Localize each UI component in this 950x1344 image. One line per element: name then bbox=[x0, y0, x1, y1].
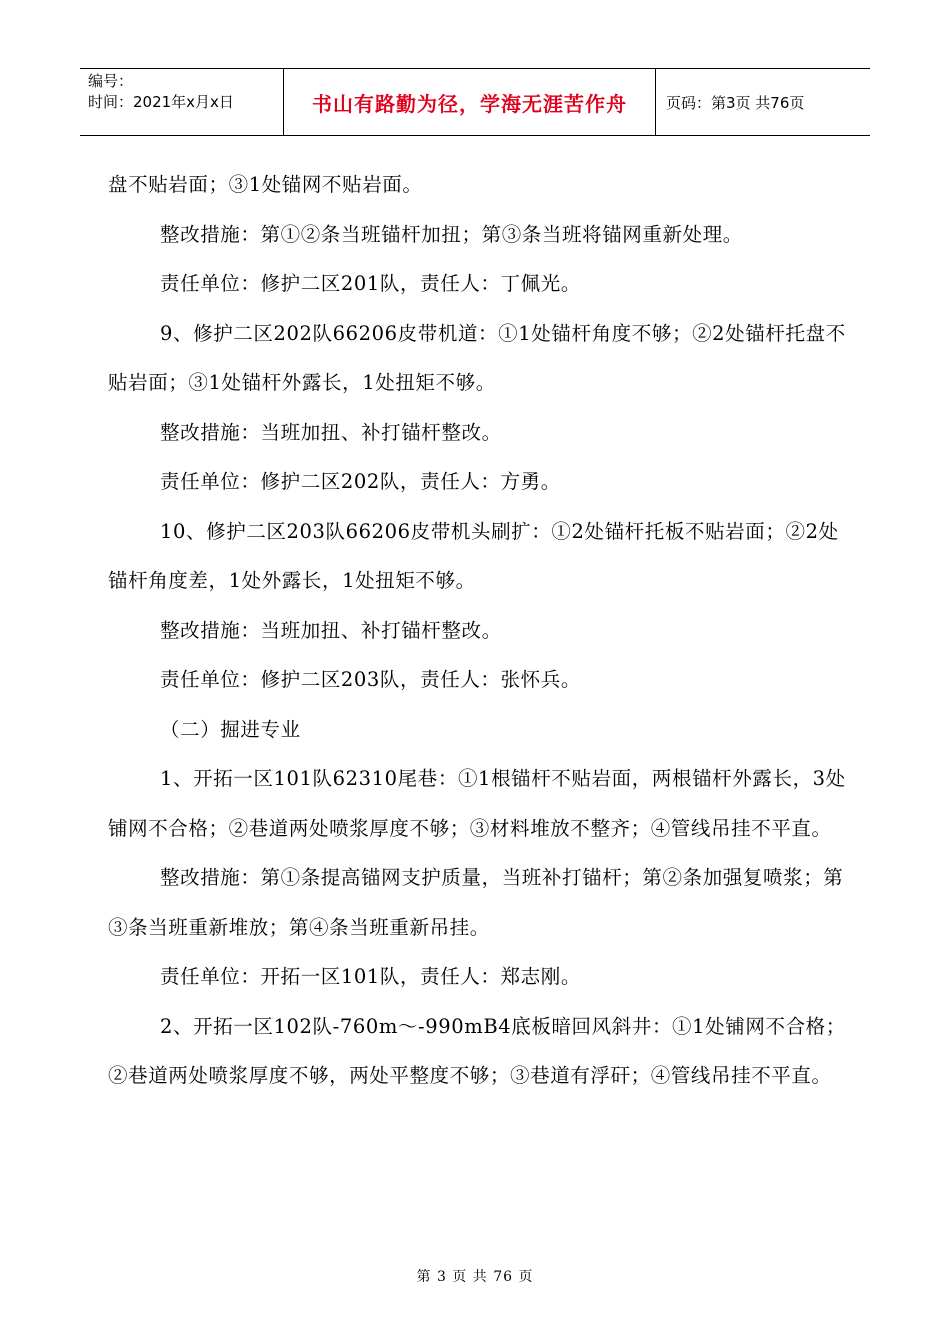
paragraph: 责任单位：修护二区202队，责任人：方勇。 bbox=[160, 470, 561, 493]
motto: 书山有路勤为径，学海无涯苦作舟 bbox=[283, 69, 656, 135]
paragraph: 整改措施：第①②条当班锚杆加扭；第③条当班将锚网重新处理。 bbox=[160, 222, 743, 246]
paragraph: 整改措施：当班加扭、补打锚杆整改。 bbox=[160, 420, 502, 444]
page-header bbox=[80, 68, 870, 136]
paragraph: 9、修护二区202队66206皮带机道：①1处锚杆角度不够；②2处锚杆托盘不贴岩面；③1处锚杆外露长，1处扭矩不够。 bbox=[108, 321, 846, 394]
paragraph: 责任单位：开拓一区101队，责任人：郑志刚。 bbox=[160, 965, 581, 988]
paragraph: （二）掘进专业 bbox=[160, 717, 301, 741]
paragraph: 10、修护二区203队66206皮带机头刷扩：①2处锚杆托板不贴岩面；②2处锚杆角度差，1处外露长，1处扭矩不够。 bbox=[108, 519, 839, 592]
page-footer: 第 3 页 共 76 页 bbox=[416, 1269, 534, 1285]
page-info: 页码：第3页 共76页 bbox=[666, 93, 805, 112]
paragraph: 整改措施：第①条提高锚网支护质量，当班补打锚杆；第②条加强复喷浆；第③条当班重新堆放；第④条当班重新吊挂。 bbox=[108, 866, 844, 939]
paragraph: 责任单位：修护二区203队，责任人：张怀兵。 bbox=[160, 668, 581, 691]
paragraph: 责任单位：修护二区201队，责任人：丁佩光。 bbox=[160, 272, 581, 295]
header-left-cell bbox=[80, 69, 283, 135]
document-body bbox=[108, 160, 848, 1101]
time-label: 时间：2021年x月x日 bbox=[88, 93, 234, 111]
paragraph: 盘不贴岩面；③1处锚网不贴岩面。 bbox=[108, 173, 423, 196]
paragraph: 2、开拓一区102队-760m～-990mB4底板暗回风斜井：①1处铺网不合格；②巷道两处喷浆厚度不够，两处平整度不够；③巷道有浮矸；④管线吊挂不平直。 bbox=[108, 1014, 846, 1087]
paragraph: 整改措施：当班加扭、补打锚杆整改。 bbox=[160, 618, 502, 642]
number-label: 编号： bbox=[88, 72, 134, 90]
paragraph: 1、开拓一区101队62310尾巷：①1根锚杆不贴岩面，两根锚杆外露长，3处铺网不合格；②巷道两处喷浆厚度不够；③材料堆放不整齐；④管线吊挂不平直。 bbox=[108, 767, 846, 840]
